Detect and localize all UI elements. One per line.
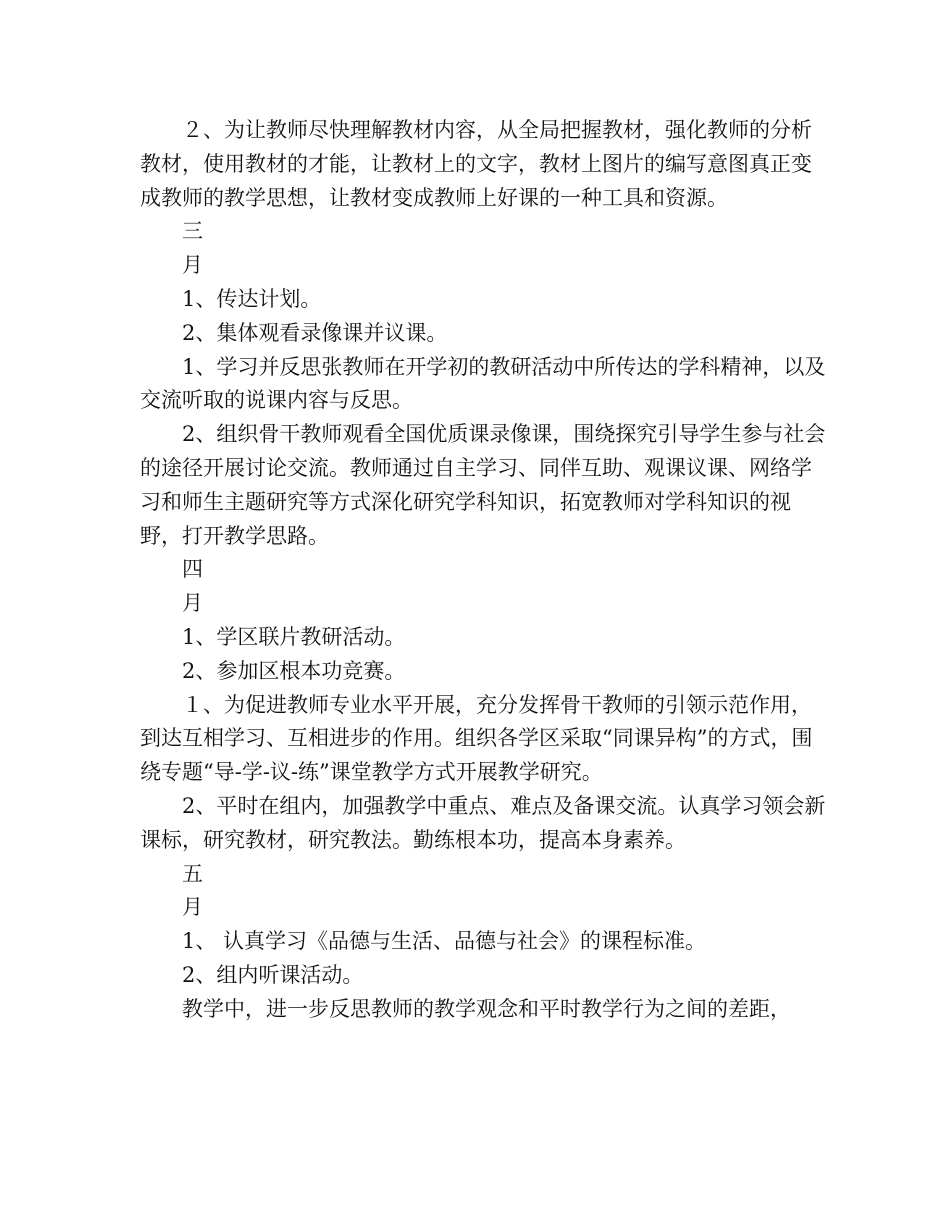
document-body bbox=[140, 114, 830, 1027]
april-detail-1: １、为促进教师专业水平开展，充分发挥骨干教师的引领示范作用，到达互相学习、互相进步的作用。组织各学区采取“同课异构”的方式，围绕专题“导-学-议-练”课堂教学方式开展教学研究。 bbox=[140, 692, 813, 785]
april-item-1: 1、学区联片教研活动。 bbox=[182, 624, 406, 649]
month-heading-may-unit: 月 bbox=[182, 895, 203, 920]
may-item-1: 1、 认真学习《品德与生活、品德与社会》的课程标准。 bbox=[182, 929, 707, 954]
march-detail-1: 1、学习并反思张教师在开学初的教研活动中所传达的学科精神，以及交流听取的说课内容与反思。 bbox=[140, 354, 826, 413]
month-heading-may-number: 五 bbox=[182, 861, 203, 886]
march-item-2: 2、集体观看录像课并议课。 bbox=[182, 320, 448, 345]
month-heading-april-number: 四 bbox=[182, 557, 203, 582]
may-detail-1: 教学中，进一步反思教师的教学观念和平时教学行为之间的差距， bbox=[182, 996, 791, 1021]
may-item-2: 2、组内听课活动。 bbox=[182, 962, 364, 987]
month-heading-april-unit: 月 bbox=[182, 591, 203, 616]
march-item-1: 1、传达计划。 bbox=[182, 286, 322, 311]
paragraph-textbook-understanding: ２、为让教师尽快理解教材内容，从全局把握教材，强化教师的分析教材，使用教材的才能，让教材上的文字，教材上图片的编写意图真正变成教师的教学思想，让教材变成教师上好课的一种工具和资源。 bbox=[140, 118, 812, 210]
april-item-2: 2、参加区根本功竞赛。 bbox=[182, 658, 406, 683]
month-heading-march-unit: 月 bbox=[182, 253, 203, 278]
march-detail-2: 2、组织骨干教师观看全国优质课录像课，围绕探究引导学生参与社会的途径开展讨论交流。教师通过自主学习、同伴互助、观课议课、网络学习和师生主题研究等方式深化研究学科知识，拓宽教师对学科知识的视野，打开教学思路。 bbox=[140, 422, 826, 548]
month-heading-march-number: 三 bbox=[182, 219, 203, 244]
april-detail-2: 2、平时在组内，加强教学中重点、难点及备课交流。认真学习领会新课标，研究教材，研究教法。勤练根本功，提高本身素养。 bbox=[140, 793, 826, 852]
